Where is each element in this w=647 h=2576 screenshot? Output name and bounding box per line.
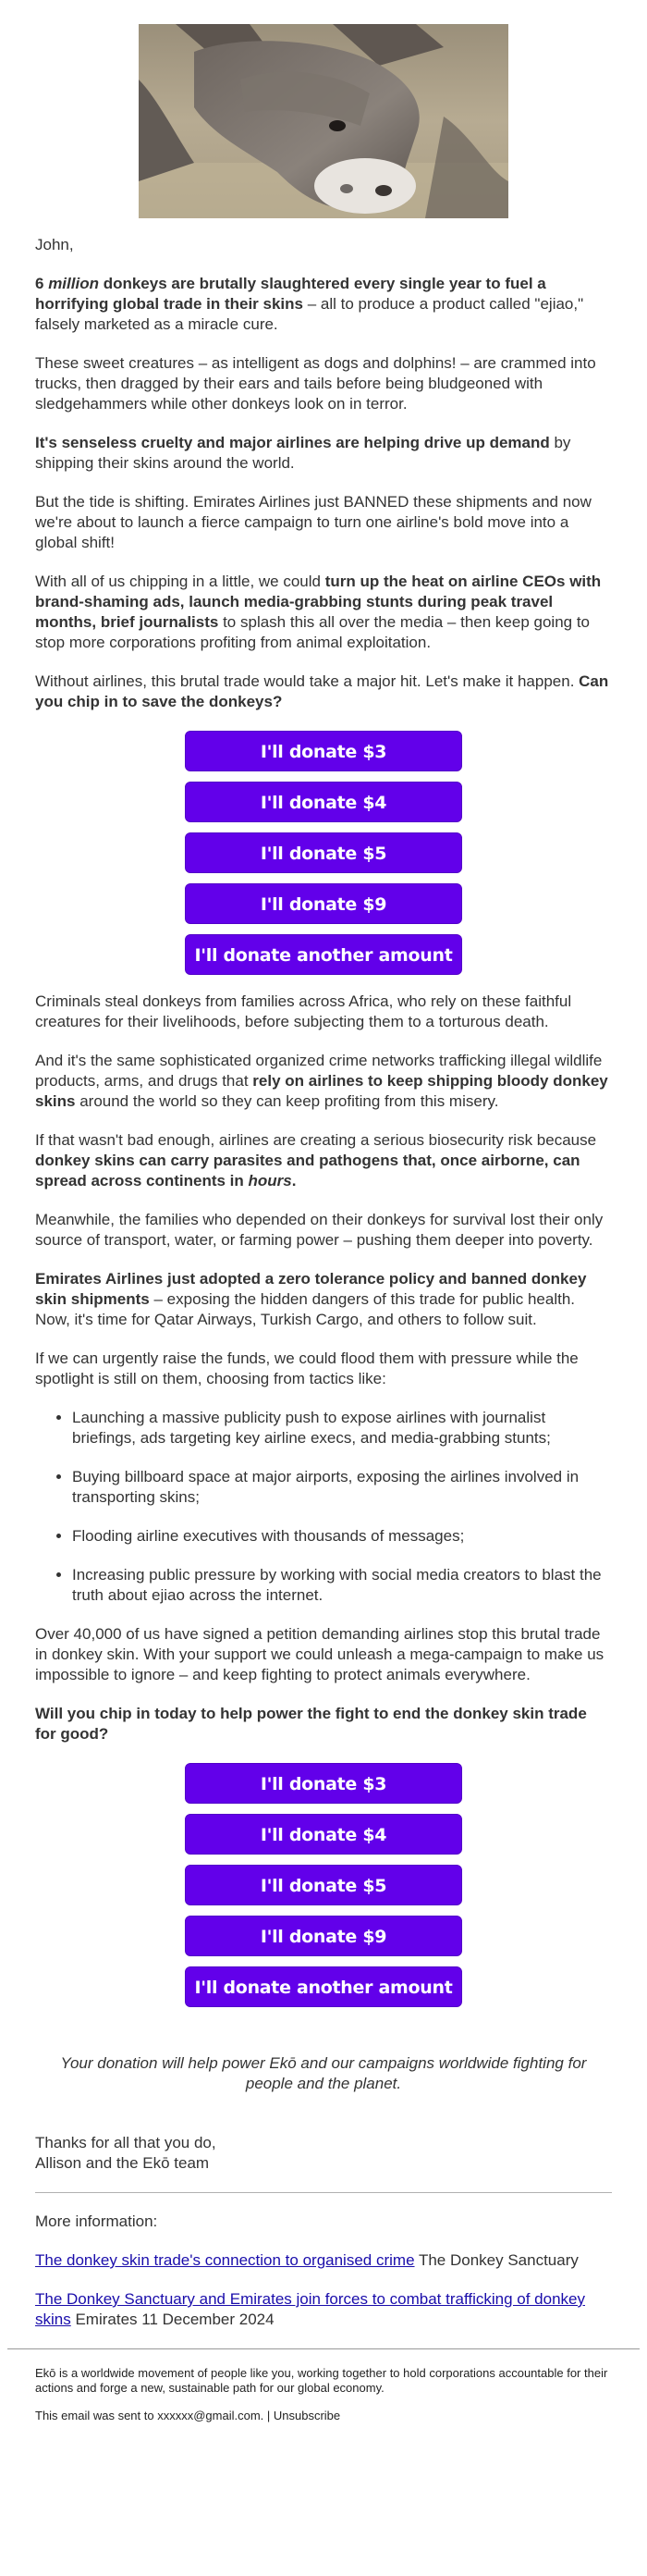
donate-5-button[interactable]: I'll donate $5 xyxy=(185,1865,462,1905)
list-item: • Launching a massive publicity push to expose airlines with journalist briefings, ads targeting key airline execs, and media-grabbing stunts; xyxy=(72,1408,612,1448)
list-item: • Buying billboard space at major airports, exposing the airlines involved in transporting skins; xyxy=(72,1467,612,1508)
intro-p1-bold-text: donkeys are brutally slaughtered every single year to fuel a horrifying global trade in their skins xyxy=(35,275,546,313)
intro-paragraph-4: But the tide is shifting. Emirates Airlines just BANNED these shipments and now we're about to launch a fierce campaign to turn one airline's bold move into a global shift! xyxy=(35,493,592,551)
body-p2-bold: rely on airlines to keep shipping bloody donkey skins xyxy=(35,1072,608,1110)
footer-sent-to: This email was sent to xxxxxx@gmail.com. | Unsubscribe xyxy=(35,2409,341,2422)
more-info-source: The Donkey Sanctuary xyxy=(414,2251,579,2269)
body-paragraph-8 xyxy=(35,1704,612,1744)
intro-p1-million: million xyxy=(48,275,99,292)
donate-9-button[interactable]: I'll donate $9 xyxy=(185,1916,462,1956)
more-info-item xyxy=(35,2250,612,2271)
intro-p1-rest: – all to produce a product called "ejiao," falsely marketed as a miracle cure. xyxy=(35,295,584,333)
body-p2-b: around the world so they can keep profiting from this misery. xyxy=(75,1092,499,1110)
intro-p6-bold: Can you chip in to save the donkeys? xyxy=(35,672,609,710)
body-p5-rest: – exposing the hidden dangers of this trade for public health. Now, it's time for Qatar Airways, Turkish Cargo, and others to follow suit. xyxy=(35,1290,576,1328)
donate-3-button[interactable]: I'll donate $3 xyxy=(185,731,462,771)
body-paragraph-1: Criminals steal donkeys from families across Africa, who rely on these faithful creatures for their livelihoods, before subjecting them to a torturous death. xyxy=(35,992,572,1030)
body-paragraph-7: Over 40,000 of us have signed a petition demanding airlines stop this brutal trade in donkey skin. With your support we could unleash a mega-campaign to make us impossible to ignore – and keep fighting to protect animals everywhere. xyxy=(35,1625,604,1683)
intro-p1-number: 6 xyxy=(35,275,49,292)
donate-5-button[interactable]: I'll donate $5 xyxy=(185,832,462,873)
signoff-line-2: Allison and the Ekō team xyxy=(35,2154,210,2172)
closing-statement: Your donation will help power Ekō and our campaigns worldwide fighting for people and the planet. xyxy=(60,2054,587,2092)
body-paragraph-5 xyxy=(35,1269,612,1330)
more-info-item xyxy=(35,2289,612,2330)
intro-paragraph-2: These sweet creatures – as intelligent as dogs and dolphins! – are crammed into trucks, then dragged by their ears and tails before being bludgeoned with sledgehammers while other donkeys look on in terror. xyxy=(35,354,596,413)
more-info-heading: More information: xyxy=(35,2212,158,2230)
greeting: John, xyxy=(35,236,74,253)
body-p3-bold-text: donkey skins can carry parasites and pathogens that, once airborne, can spread across continents in xyxy=(35,1152,580,1189)
intro-p3-rest: by shipping their skins around the world. xyxy=(35,434,571,472)
body-p3-italic: hours xyxy=(248,1172,292,1189)
body-p3-end: . xyxy=(291,1172,297,1189)
divider xyxy=(35,2192,612,2193)
body-paragraph-4: Meanwhile, the families who depended on their donkeys for survival lost their only source of transport, water, or farming power – pushing them deeper into poverty. xyxy=(35,1211,604,1249)
list-item: • Flooding airline executives with thousands of messages; xyxy=(72,1526,612,1547)
body-p2-a: And it's the same sophisticated organized crime networks trafficking illegal wildlife products, arms, and drugs that xyxy=(35,1052,603,1090)
list-item: • Increasing public pressure by working with social media creators to blast the truth about ejiao across the internet. xyxy=(72,1565,612,1606)
intro-paragraph-6 xyxy=(35,672,612,712)
email-body xyxy=(35,0,612,2330)
body-paragraph-3 xyxy=(35,1130,612,1191)
footer-about: Ekō is a worldwide movement of people like you, working together to hold corporations accountable for their actions and forge a new, sustainable path for our global economy. xyxy=(35,2366,608,2395)
signoff-line-1: Thanks for all that you do, xyxy=(35,2134,216,2151)
more-info-link[interactable]: The Donkey Sanctuary and Emirates join forces to combat trafficking of donkey skins xyxy=(35,2290,585,2328)
intro-p5-a: With all of us chipping in a little, we could xyxy=(35,573,325,590)
donate-4-button[interactable]: I'll donate $4 xyxy=(185,782,462,822)
body-paragraph-6: If we can urgently raise the funds, we could flood them with pressure while the spotlight is still on them, choosing from tactics like: xyxy=(35,1350,579,1387)
body-paragraph-2 xyxy=(35,1051,612,1112)
intro-p5-b: to splash this all over the media – then keep going to stop more corporations profiting from animal exploitation. xyxy=(35,613,591,651)
tactics-list xyxy=(35,1408,612,1606)
intro-p5-bold: turn up the heat on airline CEOs with brand-shaming ads, launch media-grabbing stunts during peak travel months, brief journalists xyxy=(35,573,602,631)
body-p8-bold: Will you chip in today to help power the fight to end the donkey skin trade for good? xyxy=(35,1705,587,1743)
signoff xyxy=(35,2133,612,2174)
donate-9-button[interactable]: I'll donate $9 xyxy=(185,883,462,924)
donate-other-button[interactable]: I'll donate another amount xyxy=(185,1966,462,2007)
intro-p3-bold: It's senseless cruelty and major airlines are helping drive up demand xyxy=(35,434,550,451)
body-p3-a: If that wasn't bad enough, airlines are creating a serious biosecurity risk because xyxy=(35,1131,597,1149)
donate-3-button[interactable]: I'll donate $3 xyxy=(185,1763,462,1804)
intro-paragraph-1 xyxy=(35,274,612,335)
donate-4-button[interactable]: I'll donate $4 xyxy=(185,1814,462,1855)
donate-buttons-bottom xyxy=(185,1763,462,2007)
donate-other-button[interactable]: I'll donate another amount xyxy=(185,934,462,975)
intro-p6-a: Without airlines, this brutal trade would take a major hit. Let's make it happen. xyxy=(35,672,580,690)
more-info-link[interactable]: The donkey skin trade's connection to organised crime xyxy=(35,2251,415,2269)
intro-paragraph-3 xyxy=(35,433,612,474)
footer xyxy=(35,2349,612,2423)
donkey-hero-image xyxy=(139,24,508,218)
body-p5-bold: Emirates Airlines just adopted a zero tolerance policy and banned donkey skin shipments xyxy=(35,1270,587,1308)
intro-paragraph-5 xyxy=(35,572,612,653)
body-p3-bold xyxy=(35,1152,580,1189)
donate-buttons-top xyxy=(185,731,462,975)
more-info-source: Emirates 11 December 2024 xyxy=(70,2311,275,2328)
